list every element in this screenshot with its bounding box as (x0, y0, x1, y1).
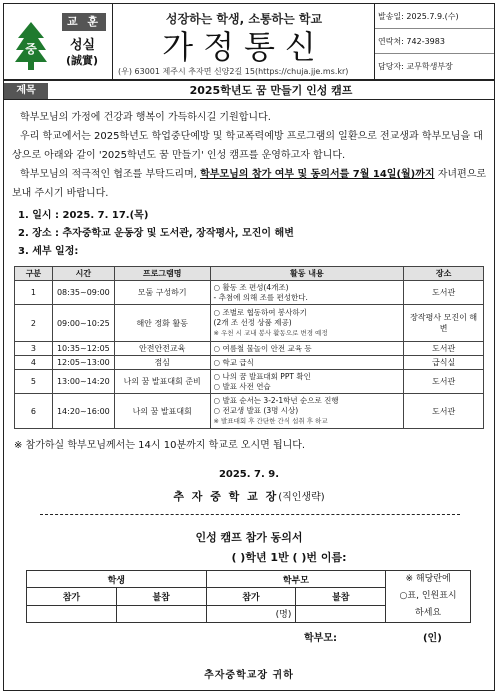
signer: 추 자 중 학 교 장 (173, 490, 279, 503)
issue-date: 발송일: 2025.7.9.(수) (375, 4, 494, 29)
closing-date: 2025. 7. 9. (218, 469, 280, 480)
student-group: 학생 (27, 571, 207, 588)
student-attend-cell[interactable] (27, 605, 117, 622)
row-program: 안전안전교육 (114, 342, 210, 356)
school-slogan: 성장하는 학생, 소통하는 학교 (165, 12, 323, 26)
attendance-note: ※ 참가하실 학부모님께서는 14시 10분까지 학교로 오시면 됩니다. (14, 440, 306, 451)
subject-row (4, 83, 494, 100)
consent-table (26, 570, 471, 623)
col-header: 활동 내용 (210, 267, 404, 281)
activity-line: ○ 여름철 물놀이 안전 교육 등 (213, 343, 312, 353)
row-program: 모둠 구성하기 (114, 281, 210, 305)
row-place: 급식실 (404, 356, 484, 370)
row-place: 도서관 (404, 394, 484, 429)
school-logo-icon (14, 20, 48, 72)
cut-line (40, 514, 460, 515)
page-title: 가정통신 (162, 28, 326, 66)
event-details (18, 207, 294, 261)
schedule-row (15, 394, 484, 429)
row-activities (210, 394, 404, 429)
parent-signature-line (304, 629, 442, 644)
event-date: 1. 일시 : 2025. 7. 17.(목) (18, 210, 149, 221)
motto-label: 교 훈 (62, 13, 106, 31)
row-place: 도서관 (404, 342, 484, 356)
row-program: 점심 (114, 356, 210, 370)
event-place: 2. 장소 : 추자중학교 운동장 및 도서관, 장작평사, 모진이 해변 (18, 228, 294, 239)
activity-line: (2개 조 선정 상품 제공) (213, 318, 292, 327)
student-info-line: ( )학년 1반 ( )번 이름: (231, 551, 347, 564)
request-lead: 학부모님의 적극적인 협조를 부탁드리며, (20, 169, 201, 180)
newsletter-page (3, 3, 495, 691)
divider (112, 4, 113, 79)
row-number: 2 (15, 305, 53, 342)
subject-text: 2025학년도 꿈 만들기 인성 캠프 (189, 84, 353, 97)
parent-attend-header: 참가 (206, 588, 296, 605)
row-activities (210, 342, 404, 356)
addressee: 추자중학교장 귀하 (204, 670, 294, 681)
row-place: 도서관 (404, 281, 484, 305)
row-program: 나의 꿈 발표대회 준비 (114, 370, 210, 394)
col-header: 시간 (52, 267, 114, 281)
row-time: 08:35~09:00 (52, 281, 114, 305)
request-tail: 자녀편으로 보내 주시기 바랍니다. (12, 169, 487, 199)
student-attend-header: 참가 (27, 588, 117, 605)
parent-label: 학부모: (304, 633, 337, 644)
schedule-table (14, 266, 484, 429)
header (4, 4, 494, 81)
marking-instruction: ※ 해당란에 ○표, 인원표시 하세요 (386, 571, 471, 623)
svg-text:중: 중 (25, 42, 37, 56)
request-paragraph (12, 165, 490, 203)
schedule-row (15, 342, 484, 356)
consent-title: 인성 캠프 참가 동의서 (195, 531, 303, 544)
count-unit: (명) (275, 610, 292, 621)
activity-line: ○ 나의 꿈 발표대회 PPT 확인 (213, 371, 311, 381)
greeting: 학부모님의 가정에 건강과 행복이 가득하시길 기원합니다. (20, 112, 271, 123)
student-absent-header: 불참 (116, 588, 206, 605)
row-number: 5 (15, 370, 53, 394)
activity-line: ○ 발표 순서는 3-2-1학년 순으로 진행 (213, 396, 339, 405)
parent-absent-header: 불참 (296, 588, 386, 605)
row-time: 12:05~13:00 (52, 356, 114, 370)
issue-info (375, 4, 494, 79)
col-header: 프로그램명 (114, 267, 210, 281)
row-time: 10:35~12:05 (52, 342, 114, 356)
row-number: 3 (15, 342, 53, 356)
row-activities (210, 281, 404, 305)
student-absent-cell[interactable] (116, 605, 206, 622)
row-place: 도서관 (404, 370, 484, 394)
principal-signature (4, 488, 494, 504)
row-number: 6 (15, 394, 53, 429)
row-activities (210, 356, 404, 370)
row-activities (210, 305, 404, 342)
intro-paragraph: 우리 학교에서는 2025학년도 학업중단예방 및 학교폭력예방 프로그램의 일환으로 전교생과 학부모님을 대상으로 아래와 같이 '2025학년도 꿈 만들기' 인성 캠프를 운영하고자 합니다. (12, 131, 483, 161)
row-program: 나의 꿈 발표대회 (114, 394, 210, 429)
school-badge (12, 10, 106, 78)
row-program: 해안 정화 활동 (114, 305, 210, 342)
parent-attend-cell[interactable] (206, 605, 296, 622)
seal-mark: (인) (422, 633, 442, 644)
contact-phone: 연락처: 742-3983 (375, 29, 494, 54)
row-time: 14:20~16:00 (52, 394, 114, 429)
activity-note: ※ 발표대회 후 간단한 간식 섭취 후 하교 (213, 417, 328, 425)
schedule-heading: 3. 세부 일정: (18, 246, 79, 257)
subject-label: 제목 (4, 83, 48, 99)
schedule-row (15, 305, 484, 342)
motto-main: 성실 (70, 38, 96, 53)
department: 담당자: 교무학생부장 (378, 62, 453, 71)
parent-group: 학부모 (206, 571, 386, 588)
row-number: 1 (15, 281, 53, 305)
activity-note: ※ 우천 시 교내 봉사 활동으로 변경 예정 (213, 329, 328, 337)
activity-line: ○ 조별로 협동하여 봉사하기 (213, 308, 307, 317)
activity-line: ○ 활동 조 편성(4개조) (213, 282, 289, 292)
seal-omitted: (직인생략) (278, 492, 325, 503)
col-header: 장소 (404, 267, 484, 281)
row-activities (210, 370, 404, 394)
schedule-row (15, 356, 484, 370)
deadline-text: 학부모님의 참가 여부 및 동의서를 7월 14일(월)까지 (200, 169, 435, 180)
row-time: 09:00~10:25 (52, 305, 114, 342)
parent-absent-cell[interactable] (296, 605, 386, 622)
row-time: 13:00~14:20 (52, 370, 114, 394)
motto-sub: (誠實) (66, 54, 99, 67)
activity-line: ○ 발표 사전 연습 (213, 381, 271, 391)
letter-body (12, 108, 490, 203)
activity-line: - 추첨에 의해 조를 편성한다. (213, 292, 308, 302)
schedule-row (15, 281, 484, 305)
activity-line: ○ 학교 급식 (213, 357, 254, 367)
row-number: 4 (15, 356, 53, 370)
col-header: 구분 (15, 267, 53, 281)
row-place: 장작평사 모진이 해변 (404, 305, 484, 342)
school-address: (우) 63001 제주시 추자면 신양2길 15(https://chuja.jje.ms.kr) (118, 67, 349, 76)
activity-line: ○ 전교생 발표 (3명 시상) (213, 406, 299, 415)
schedule-row (15, 370, 484, 394)
schedule-header-row (15, 267, 484, 281)
